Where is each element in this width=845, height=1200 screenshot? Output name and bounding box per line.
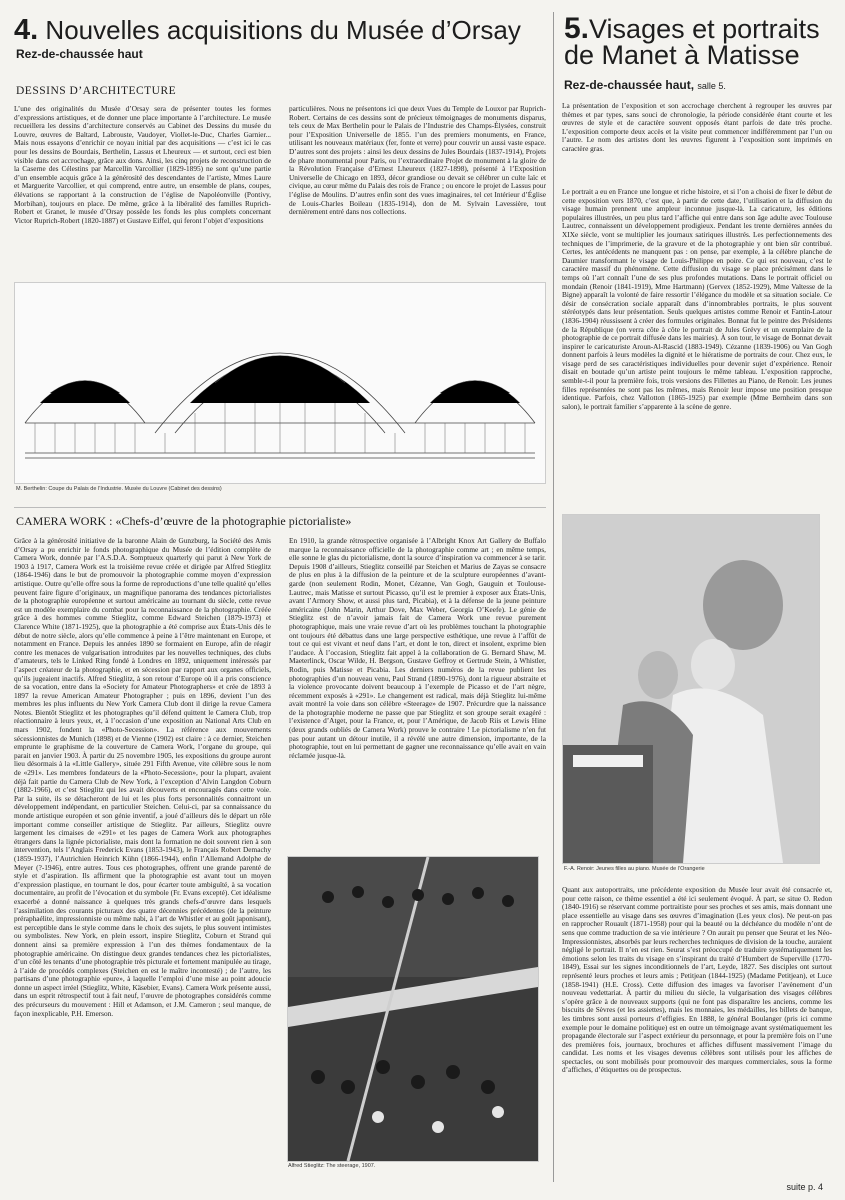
right-intro-text: La présentation de l’exposition et son accrochage cherchent à regrouper les œuvres par thèmes et par types, sans souci de chronologie, la période considérée étant courte et les œuvres de style et de caractère souvent opposés étant parfois de date très proche. L’exposition comporte deux accès et la visite peut commencer indifféremment par l’un ou l’autre. Le nom des artistes dont les œuvres figurent à l’exposition sont imprimés en caractère gras. <box>562 102 832 153</box>
section-dessins-body <box>14 105 546 275</box>
palais-industrie-engraving <box>14 282 546 484</box>
right-title <box>564 12 832 70</box>
left-article <box>14 16 546 275</box>
right-autoportrait-text: Quant aux autoportraits, une précédente exposition du Musée leur avait été consacrée et, pour cette raison, ce thème essentiel a été ici seulement évoqué. À part, se situe O. Redon (1840-1916) se réservant comme portraitiste pour ses proches et ses amis, mais donnant une place essentielle au visage dans ses œuvres d’imagination (Les yeux clos). Ne peut-on pas en rapprocher Rouault (1871-1958) pour qui la beauté ou la déchéance du modèle n’ont de sens que comme traduction de sa vie intérieure ? On aurait pu penser que Seurat et les Néo-Impressionnistes, absorbés par leurs recherches techniques de division de la touche, auraient négligé le portrait. Il n’en est rien. Seurat s’est préoccupé de traduire systématiquement les émotions selon les traits du visage en s’inspirant du traité d’Humbert de Superville (1770-1849), Essai sur les signes inconditionnels de l’art, Leyde, 1827. Ses disciples ont surtout représenté leurs proches et leurs amis ; Petitjean (1844-1925) (Madame Petitjean), et Luce (1858-1941) (H.E. Cross). Cette diffusion des images va favoriser l’avènement d’un nouveau vedettariat. À partir du milieu du siècle, la vulgarisation des visages célèbres s’opère grâce à de nouveaux supports (qui ne font pas disparaître les anciens, comme les biscuits de Sèvres (et les assiettes), mais les monnaies, les médailles, les billets de banque, les timbres sont aussi porteurs d’effigies. En 1888, le général Boulanger (pris ici comme exemple pour le domaine politique) est en outre un témoignage avant systématiquement les propagande électorale sur l’aspect extérieur du personnage, et pour la première fois on l’une des premières fois, journaux, brochures et affiches diffusent massivement l’image du candidat. Les noms et les visages devenus célèbres sont utilisés pour les affiches de spectacles, ou sont mobilisés pour promouvoir des marques commerciales, sous la forme d’affiches, d’étiquettes ou de prospectus. <box>562 886 832 1075</box>
steerage-photograph <box>287 856 539 1162</box>
right-floor <box>564 78 832 92</box>
steerage-caption: Alfred Stieglitz: The steerage, 1907. <box>288 1163 376 1169</box>
dessins-col2-text: particulières. Nous ne présentons ici que deux Vues du Temple de Louxor par Ruprich-Robert. Certains de ces dessins sont de précieux témoignages de monuments disparus, tels ceux de Max Berthelin pour le Palais de l’Industrie des Champs-Élysées, construit pour l’Exposition Universelle de 1855. l’un des premiers monuments, en France, utilisant les nouveaux matériaux (fer, fonte et verre) pour couvrir un aussi vaste espace. D’autres sont des projets : ainsi les deux dessins de Jules Bourdais (1837-1914), Projets de phare monumental pour Paris, ou l’extraordinaire Projet de monument à la gloire de la Révolution Française d’Ernest Lheureux (1827-1898), présenté à l’Exposition Universelle de Chicago en 1893, décor grandiose ou devait se célébrer un culte laïc et civique, au cœur même du Palais des rois de France ; ou encore le projet de Lassus pour l’église de Moulins. D’autres enfin sont des vues imaginaires, tel cet Intérieur d’Église de Louis-Charles Boileau (1835-1914), don de M. Sylvain Lavessière, tout dernièrement entré dans nos collections. <box>289 105 546 217</box>
right-title-line1: Visages et portraits <box>589 14 820 44</box>
section-dessins-heading: DESSINS D’ARCHITECTURE <box>16 85 177 97</box>
engraving-illustration <box>15 283 545 483</box>
right-title-line2: de Manet à Matisse <box>564 40 800 70</box>
right-floor-text: Rez-de-chaussée haut, <box>564 78 695 92</box>
right-article <box>562 12 832 488</box>
renoir-painting <box>562 514 820 864</box>
section-rule <box>14 507 546 508</box>
right-floor-room: salle 5. <box>697 81 726 91</box>
engraving-caption: M. Berthelin: Coupe du Palais de l’Industrie. Musée du Louvre (Cabinet des dessins) <box>16 486 222 492</box>
camera-work-col1-text: Grâce à la générosité initiative de la baronne Alain de Gunzburg, la Société des Amis d’Orsay a pu enrichir le fonds photographique du Musée de l’édition complète de Camera Work, donnée par l’A.S.D.A. Somptueux quarterly qui parut à New York de 1903 à 1917, Camera Work est la troisième revue créée et dirigée par Alfred Stieglitz (1864-1946) dans le but de promouvoir la photographie comme moyen d’expression artistique. Outre qu’elle offre sous la forme de reproductions d’une telle qualité qu’elles peuvent faire figure d’originaux, un magnifique panorama des tendances pictorialistes de la photographie européenne et surtout américaine au tournant du siècle, cette revue est un modèle exemplaire du combat pour la reconnaissance de la photographie. Créée grâce à des hommes comme Stieglitz, comme Edward Steichen (1879-1973) et Clarence White (1871-1925), que la photographie a été comprise aux États-Unis dès le début de notre siècle, alors qu’elle commence à peine à l’être maintenant en Europe, et notamment en France. Depuis les années 1890 se formaient en Europe, afin de réagir contre les menaces de vulgarisation introduites par les nouvelles techniques, des clubs d’amateurs, tels le Linked Ring fondé à Londres en 1892, uniquement intéressés par l’aspect créateur de la photographie, et en sécession par rapport aux organes officiels, qu’ils jugeaient inactifs. Alfred Stieglitz, à son retour d’Europe où il a pris conscience de sa vocation, entre dans la «Society for Amateur Photographers» et crée de 1893 à 1897 la revue American Amateur Photographer ; puis en 1896, devient l’un des membres les plus influents du New York Camera Club dont il dirige la revue Camera Notes. Bientôt Stieglitz et les photographes qu’il défend quittent le Camera Club, trop réactionnaire à leurs yeux, et, à l’occasion d’une exposition au National Arts Club en mars 1902, fondent la «Photo-Secession». La référence aux mouvements sécessionnistes de Munich (1898) et de Vienne (1902) est claire : à ce dernier, Steichen emprunte le graphisme de la couverture de Camera Work, l’organe du groupe, qui parait en janvier 1903. À partir du 25 novembre 1905, les expositions du groupe auront lieu désormais à la «Little Gallery», située 291 Fifth Avenue, vite célèbre sous le nom de «291». Les membres fondateurs de la «Photo-Secession», pour la plupart, avaient déjà fait partie du Camera Club de New York, à l’exception d’Alvin Langdon Coburn (1882-1966), et c’est Stieglitz qui les avait découverts et encouragés dans cette voie. Par la suite, ils se détacheront de lui et les plus forts personnalités connaitront un développement indépendant, en particulier Steichen. Celui-ci, par sa connaissance du monde artistique européen et son génie inventif, a joué d’ailleurs dès le départ un rôle important comme conseiller artistique de Stieglitz. Par ailleurs, Stieglitz ouvre largement les cimaises de «291» et les pages de Camera Work aux photographes étrangers dans la lignée pictorialiste, mais dont la formation ne doit souvent rien à son intervention, tels l’Anglais Frederick Evans (1853-1943), le Français Robert Demachy (1859-1937), l’Autrichien Heinrich Kühn (1866-1944), enfin l’Allemand Adolphe de Meyer (?-1946), entre autres. Tous ces photographes, offrent une grande parenté de style et d’aspiration. Ils affirment que la photographie est avant tout un moyen d’expression plastique, en tournant le dos, pour écarter toute ambiguïté, à sa vocation documentaire, au profit de l’évocation et du symbole (Fr. Evans excepté). Cet idéalisme exacerbé a donné naissance à quelques très grands chefs-d’œuvre dans lesquels l’assimilation des courants picturaux des quatre décennies précédentes (de la peinture préraphaélite, impressionniste ou même nabi, à l’art de Whistler et au goût japonisant), est perceptible dans le style comme dans le choix des sujets, le plus souvent intimistes ou symbolistes. New York, en plein essort, inspire Stieglitz, Coburn et Strand qui donnent ainsi sa première expression à l’un des thèmes fondamentaux de la photographie américaine. On distingue deux grandes tendances chez les pictorialistes, d’un côté les tenants d’une photographie très picturale et fortement manipulée au tirage, à l’aide de procédés complexes (Steichen en est le maître incontesté) ; de l’autre, les partisans d’une photographie «pure», à laquelle l’emploi d’une mise au point adoucie donne un aspect irréel (Stieglitz, White, Käsebier, Evans). Camera Work présente aussi, dans un esprit rétrospectif tout à fait neuf, l’œuvre de photographes considérés comme des précurseurs du mouvement : Hill et Adamson, et J.M. Cameron ; seul manque, de façon inexplicable, P.H. Emerson. <box>14 537 271 1018</box>
left-section-number: 4. <box>14 14 39 46</box>
right-col-lower <box>562 886 832 1176</box>
right-section-number: 5. <box>564 12 590 45</box>
section-camera-work-heading: CAMERA WORK : «Chefs-d’œuvre de la photographie pictorialiste» <box>16 514 352 528</box>
renoir-caption: F.-A. Renoir: Jeunes filles au piano. Musée de l’Orangerie <box>564 866 705 872</box>
column-divider <box>553 12 554 1182</box>
left-title <box>14 16 546 44</box>
left-title-text: Nouvelles acquisitions du Musée d’Orsay <box>45 15 521 45</box>
steerage-illustration <box>288 857 538 1161</box>
camera-work-col2-text: En 1910, la grande rétrospective organisée à l’Albright Knox Art Gallery de Buffalo marque la reconnaissance officielle de la photographie comme art ; en même temps, elle sonne le glas du pictorialisme, dont la source d’inspiration va commencer à se tarir. Depuis 1908 d’ailleurs, Stieglitz conseillé par Steichen et Marius de Zayas se consacre de plus en plus à la diffusion de la peinture et de la sculpture européennes d’avant-garde (non seulement Rodin, Monet, Cézanne, Van Gogh, Gauguin et Toulouse-Lautrec, mais Matisse et surtout Picasso, qu’il est le premier à exposer aux États-Unis, avant l’Armory Show, et aussi plus tard, Picabia), et à la défense de la jeune peinture américaine (John Marin, Arthur Dove, Max Weber, Georgia O’Keefe). Le génie de Stieglitz est de n’avoir jamais fait de Camera Work une revue purement photographique, mais une vraie revue d’art où les problèmes touchant la photographie ont toujours été débattus dans une large perspective esthétique, une revue à l’affût de tout ce qui est vivant et neuf dans l’art, et dont le ton, direct et insolent, exprime bien l’audace. À l’occasion, Stieglitz fait appel à la collaboration de G. Bernard Shaw, M. Maeterlinck, Oscar Wilde, H. Bergson, Gustave Geffroy et Gertrude Stein, à Whistler, Rodin, puis Matisse et Picabia. Les derniers numéros de la revue publient les photographies d’un nouveau venu, Paul Strand (1890-1976), dont la rigueur abstraite et la violence provocante doivent beaucoup à l’exemple de Picasso et de l’art nègre, récemment exposés à «291». Le changement est radical, mais déjà Stieglitz lui-même avait montré la voie dans son célèbre «Steerage» de 1907. Précurdre que la naissance de la photographie moderne ne passe que par Stieglitz et son groupe serait exagéré : l’existence d’Atget, pour la France, et, pour l’Amérique, de Jacob Riis et Lewis Hine (deux grands oubliés de Camera Work) prouve le contraire ! Le pictorialisme n’en fut pas pour autant un détour inutile, il a révélé une autre dimension, importante, de la photographie, tout en lui permettant de gagner une reconnaissance qu’elle avait en vain réclamée jusque-là. <box>289 537 546 760</box>
right-portrait-text: Le portrait a eu en France une longue et riche histoire, et si l’on a choisi de fixer le début de cette exposition vers 1870, c’est que, à partir de cette date, l’utilisation et la diffusion du visage humain prennent une ampleur inconnue jusque-là. La caricature, les éditions populaires illustrées, un peu plus tard l’affiche qui entre dans son âge adulte avec Toulouse Lautrec, connaissent un développement prodigieux. Pendant les trente dernières années du XIXe siècle, vont se multiplier les journaux satiriques illustrés. Les perfectionnements des techniques de l’imprimerie, de la gravure et de la photographie y ont bien sûr contribué. Certes, les antécédents ne manquent pas : on pense, par exemple, à la célèbre planche de Daumier transformant le visage de Louis-Philippe en poire. Ce qui est nouveau, c’est le caractère massif du phénomène. Cette diffusion du visage se place précisément dans le temps où l’art connaît l’une de ses plus profondes mutations. Dans le portrait officiel ou mondain (Renoir (1841-1919), Mme Hartmann) (Gervex (1852-1929), Mme Valtesse de la Bigne) apparaît la volonté de faire ressortir l’élégance du modèle et sa situation sociale. Ce désir de consécration sociale apparaît dans d’innombrables portraits, le plus souvent stéréotypés dans leur présentation. Seuls quelques artistes comme Renoir et Fantin-Latour (1836-1904) réussissent à créer des formules originales. Bonnat fut le peintre des Présidents de la République (on verra côte à côte le portrait de Jules Grévy et un exemplaire de la photographie de ce portrait diffusée dans les mairies). À son tour, le visage de Bonnat devait inspirer le caricaturiste Aroun-Al-Rascid (1883-1949). Cézanne (1839-1906) ou Van Gogh donnent parfois à leurs modèles la dignité et le hiératisme de portraits de cour. Chez eux, le visage perd de ses caractéristiques individuelles pour devenir sujet d’expérience. Renoir disait en boutade qu’un artiste peint toujours le même tableau. L’exposition rapproche, semble-t-il pour la première fois, trois versions des Fillettes au Piano, de Renoir. Les jeunes filles représentées ne sont pas les mêmes, mais Renoir leur impose une position presque identique. Parfois, chez Vallotton (1865-1925) par exemple (Mme Bernheim dans son salon), le portrait familier s’apparente à la scène de genre. <box>562 188 832 411</box>
renoir-illustration <box>563 515 819 863</box>
left-floor: Rez-de-chaussée haut <box>16 47 143 61</box>
continued-note: suite p. 4 <box>786 1182 823 1192</box>
dessins-col1-text: L’une des originalités du Musée d’Orsay sera de présenter toutes les formes d’expressions artistiques, et de donner une place importante à l’architecture. Le musée recueillera les dessins d’architecture conservés au Cabinet des Dessins du musée du Louvre, œuvres de Baltard, Labrouste, Vaudoyer, Viollet-le-Duc, Charles Garnier... Mais nous essayons d’enrichir ce noyau initial par des acquisitions — c’est ici le cas pour les dessins de Bourdais, Berthelin, Lassus et Lheureux — et surtout, ceci est bien visible dans cet accrochage, grâce aux dons. Ainsi, les cinq projets de reconstruction de la Caserne des Célestins par Marcellin Varcollier (1829-1895) ne sont qu’une partie d’un ensemble acquis grâce à la générosité des descendantes de l’artiste, Mmes Laure et Marguerite Varcollier, et qui comprend, entre autre, un ensemble de plans, coupes, élévations se rapportant à la construction de l’église de Napoléonville (Pontivy, Morbihan), toujours en place. De même, grâce à la libéralité des familles Ruprich-Robert et Granet, le musée d’Orsay possède les fonds les plus complets concernant Victor Ruprich-Robert (1820-1887) et Gustave Eiffel, qui feront l’objet d’expositions <box>14 105 271 225</box>
